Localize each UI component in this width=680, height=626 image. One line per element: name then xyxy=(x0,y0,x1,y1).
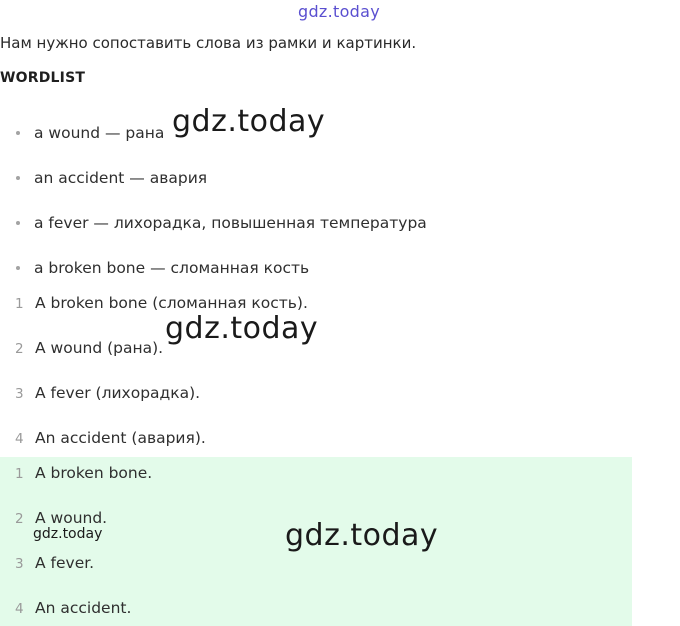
match-text: A wound (рана). xyxy=(35,339,164,357)
match-text: A fever (лихорадка). xyxy=(35,384,201,402)
match-item xyxy=(15,429,206,447)
answer-number: 2 xyxy=(15,511,24,527)
watermark: gdz.today xyxy=(165,311,319,346)
answer-text: A wound. xyxy=(35,509,108,527)
watermark-top: gdz.today xyxy=(298,2,380,21)
wordlist-item xyxy=(16,259,309,277)
wordlist-item-text: a fever — лихорадка, повышенная температура xyxy=(34,214,427,232)
watermark: gdz.today xyxy=(285,518,439,553)
bullet-icon xyxy=(16,266,20,270)
answer-item xyxy=(15,554,94,572)
watermark-small: gdz.today xyxy=(33,526,103,542)
match-item xyxy=(15,384,200,402)
wordlist-item-text: a broken bone — сломанная кость xyxy=(34,259,310,277)
match-item xyxy=(15,339,163,357)
wordlist-item xyxy=(16,214,427,232)
bullet-icon xyxy=(16,131,20,135)
watermark: gdz.today xyxy=(172,104,326,139)
answer-item xyxy=(15,509,107,527)
answer-number: 4 xyxy=(15,601,24,617)
intro-text: Нам нужно сопоставить слова из рамки и картинки. xyxy=(0,34,417,52)
bullet-icon xyxy=(16,176,20,180)
wordlist-heading: WORDLIST xyxy=(0,70,86,86)
bullet-icon xyxy=(16,221,20,225)
wordlist-item-text: a wound — рана xyxy=(34,124,165,142)
answer-number: 1 xyxy=(15,466,24,482)
match-number: 4 xyxy=(15,431,24,447)
match-text: An accident (авария). xyxy=(35,429,206,447)
match-number: 1 xyxy=(15,296,24,312)
answer-text: A broken bone. xyxy=(35,464,153,482)
match-number: 3 xyxy=(15,386,24,402)
wordlist-item xyxy=(16,124,164,142)
match-text: A broken bone (сломанная кость). xyxy=(35,294,308,312)
answer-text: A fever. xyxy=(35,554,95,572)
answer-item xyxy=(15,464,152,482)
wordlist-item xyxy=(16,169,207,187)
answer-number: 3 xyxy=(15,556,24,572)
match-item xyxy=(15,294,308,312)
answer-item xyxy=(15,599,131,617)
wordlist-item-text: an accident — авария xyxy=(34,169,208,187)
match-number: 2 xyxy=(15,341,24,357)
answer-text: An accident. xyxy=(35,599,132,617)
